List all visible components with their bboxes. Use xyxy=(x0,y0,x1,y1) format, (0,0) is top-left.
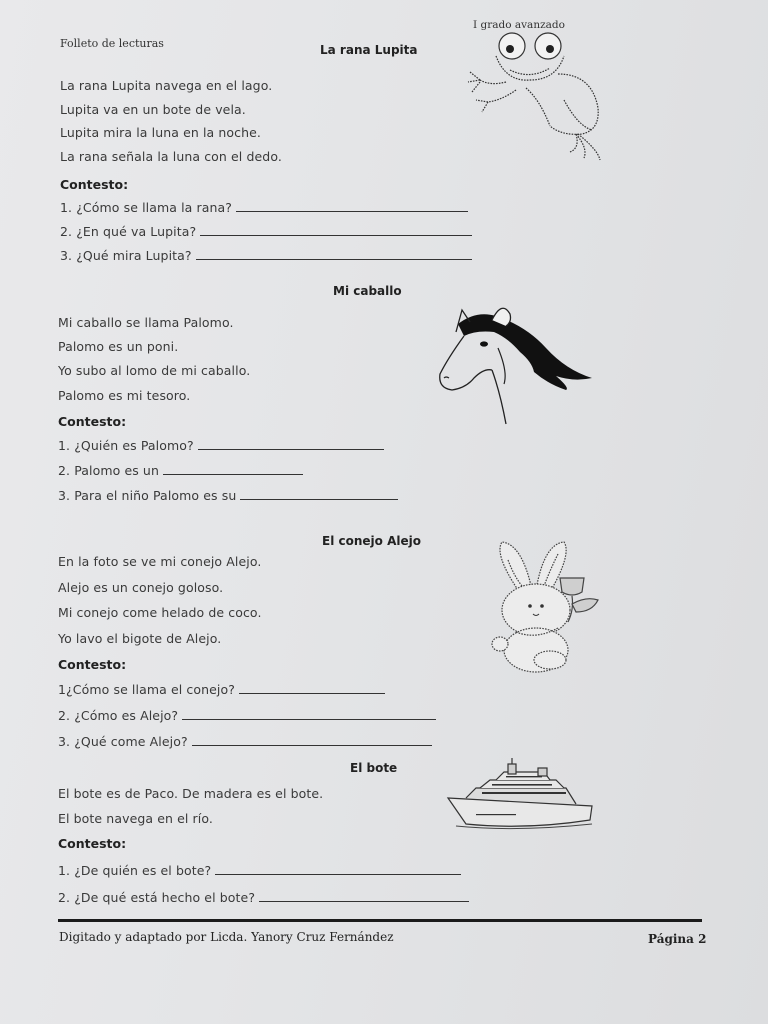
answer-blank[interactable] xyxy=(200,224,472,236)
answer-blank[interactable] xyxy=(259,890,469,902)
question-text: 1. ¿Cómo se llama la rana? xyxy=(60,200,233,215)
story-line: Alejo es un conejo goloso. xyxy=(58,580,224,595)
story-line: Mi conejo come helado de coco. xyxy=(58,605,262,620)
story-line: Mi caballo se llama Palomo. xyxy=(58,315,234,330)
story-line: Lupita mira la luna en la noche. xyxy=(60,125,262,140)
question-text: 3. ¿Qué come Alejo? xyxy=(58,734,188,749)
grade-label: I grado avanzado xyxy=(473,19,565,31)
answer-label: Contesto: xyxy=(60,177,129,192)
question-text: 1. ¿De quién es el bote? xyxy=(58,863,212,878)
story-title-boat: El bote xyxy=(350,761,398,775)
page-number: Página 2 xyxy=(648,932,707,946)
question-row xyxy=(58,463,303,478)
question-row xyxy=(58,708,436,723)
booklet-label: Folleto de lecturas xyxy=(60,37,164,50)
answer-blank[interactable] xyxy=(239,682,385,694)
question-text: 3. ¿Qué mira Lupita? xyxy=(60,248,192,263)
question-row xyxy=(60,200,468,215)
story-title-horse: Mi caballo xyxy=(333,284,402,298)
question-row xyxy=(58,488,398,503)
question-text: 3. Para el niño Palomo es su xyxy=(58,488,237,503)
answer-blank[interactable] xyxy=(196,248,472,260)
question-row xyxy=(58,734,432,749)
answer-label: Contesto: xyxy=(58,414,127,429)
story-line: Yo subo al lomo de mi caballo. xyxy=(58,363,251,378)
footer-credit: Digitado y adaptado por Licda. Yanory Cruz Fernández xyxy=(59,930,394,944)
question-text: 1. ¿Quién es Palomo? xyxy=(58,438,194,453)
answer-blank[interactable] xyxy=(192,734,432,746)
footer-rule xyxy=(58,919,702,922)
question-row xyxy=(58,682,385,697)
question-row xyxy=(60,224,472,239)
story-line: Yo lavo el bigote de Alejo. xyxy=(58,631,222,646)
answer-blank[interactable] xyxy=(198,438,384,450)
question-row xyxy=(58,863,461,878)
question-text: 2. ¿Cómo es Alejo? xyxy=(58,708,179,723)
answer-label: Contesto: xyxy=(58,836,127,851)
answer-blank[interactable] xyxy=(163,463,303,475)
story-line: Palomo es mi tesoro. xyxy=(58,388,191,403)
question-text: 2. ¿De qué está hecho el bote? xyxy=(58,890,256,905)
story-line: El bote es de Paco. De madera es el bote. xyxy=(58,786,324,801)
story-line: La rana Lupita navega en el lago. xyxy=(60,78,273,93)
story-line: En la foto se ve mi conejo Alejo. xyxy=(58,554,262,569)
answer-blank[interactable] xyxy=(215,863,461,875)
story-line: El bote navega en el río. xyxy=(58,811,213,826)
question-row xyxy=(58,890,469,905)
story-line: La rana señala la luna con el dedo. xyxy=(60,149,282,164)
frog-illustration xyxy=(466,30,608,166)
question-text: 2. ¿En qué va Lupita? xyxy=(60,224,197,239)
story-line: Lupita va en un bote de vela. xyxy=(60,102,246,117)
story-title-rabbit: El conejo Alejo xyxy=(322,534,421,548)
answer-label: Contesto: xyxy=(58,657,127,672)
ship-illustration xyxy=(446,758,596,832)
answer-blank[interactable] xyxy=(236,200,468,212)
answer-blank[interactable] xyxy=(182,708,436,720)
answer-blank[interactable] xyxy=(240,488,398,500)
question-row xyxy=(58,438,384,453)
question-text: 2. Palomo es un xyxy=(58,463,159,478)
rabbit-illustration xyxy=(488,540,604,674)
question-row xyxy=(60,248,472,263)
question-text: 1¿Cómo se llama el conejo? xyxy=(58,682,235,697)
story-line: Palomo es un poni. xyxy=(58,339,179,354)
horse-illustration xyxy=(436,292,596,428)
story-title-frog: La rana Lupita xyxy=(320,43,418,57)
